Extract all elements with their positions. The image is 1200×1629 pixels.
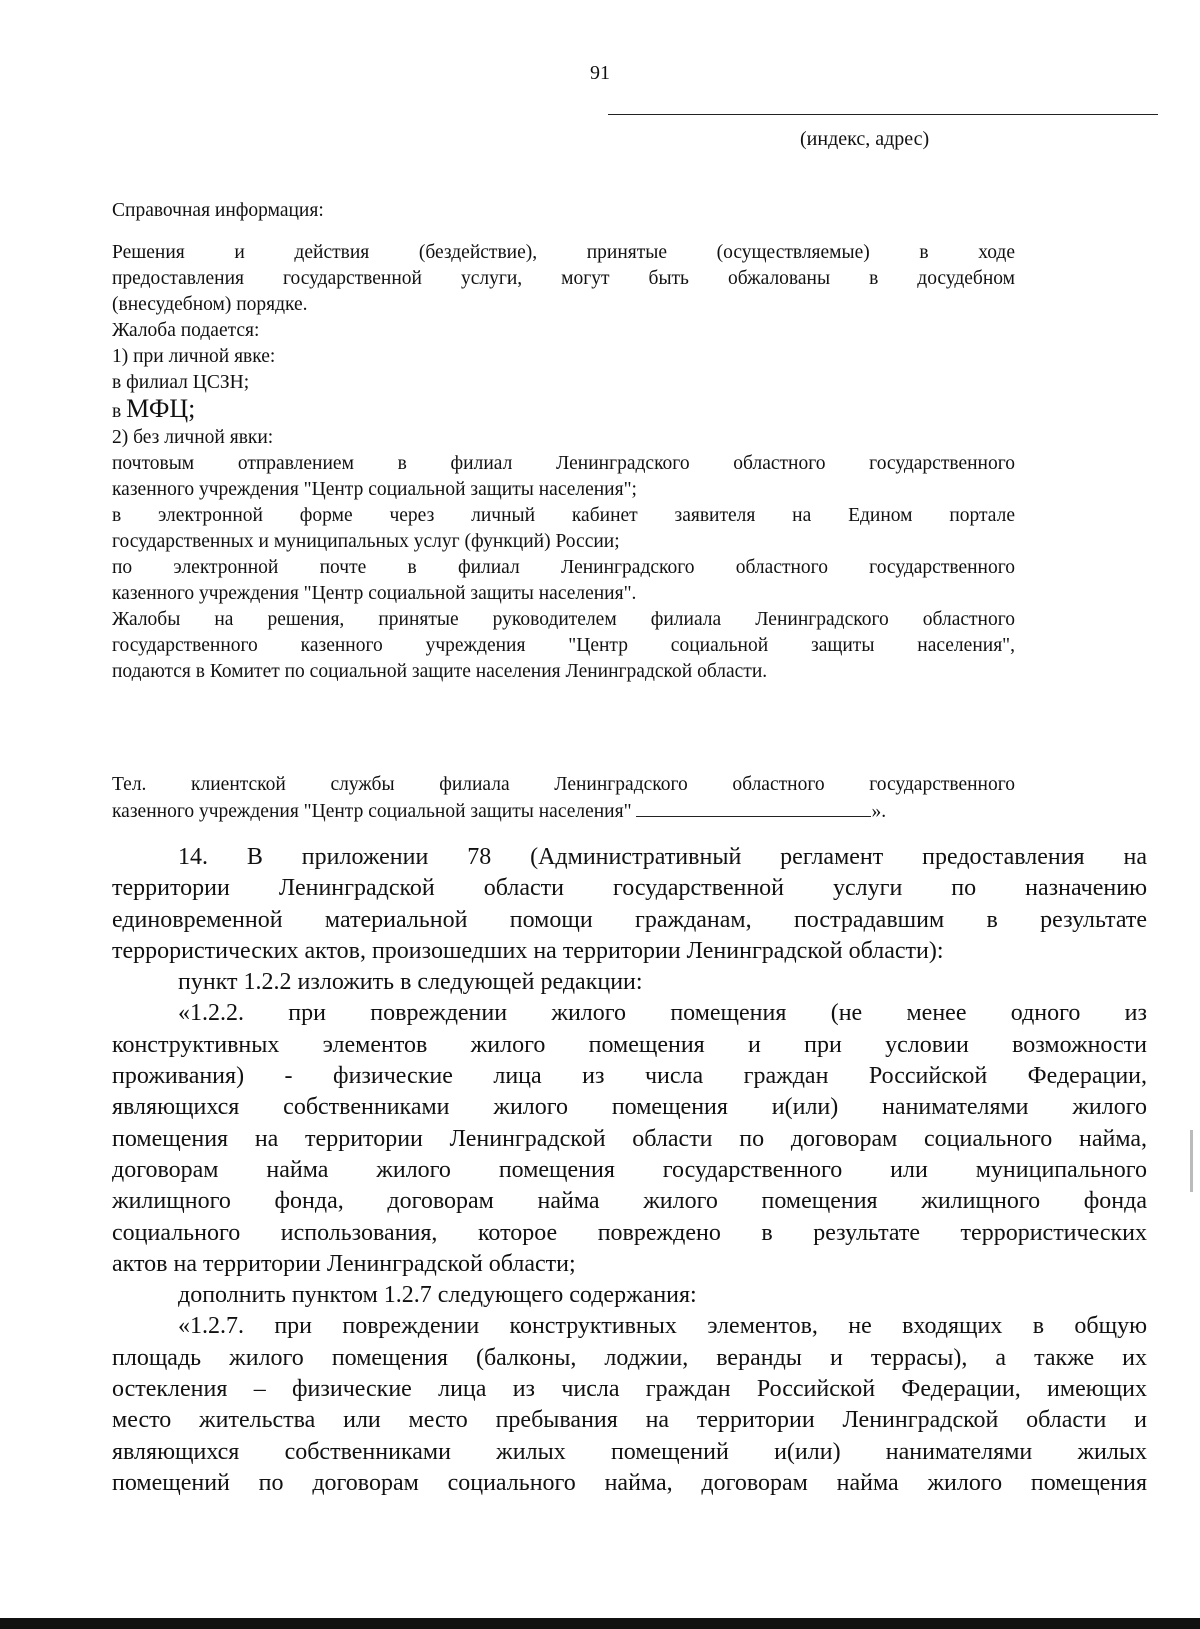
- main-line: площадь жилого помещения (балконы, лоджии, веранды и террасы), а также их: [112, 1344, 1147, 1371]
- main-line: жилищного фонда, договорам найма жилого помещения жилищного фонда: [112, 1188, 1147, 1215]
- paragraph-instruction-1: [112, 967, 1147, 998]
- main-line: конструктивных элементов жилого помещения и при условии возможности: [112, 1031, 1147, 1058]
- main-line: место жительства или место пребывания на территории Ленинградской области и: [112, 1407, 1147, 1434]
- head-complaint-line: подаются в Комитет по социальной защите населения Ленинградской области.: [112, 661, 768, 682]
- remote-label: 2) без личной явки:: [112, 427, 274, 448]
- paragraph-1-2-7: [112, 1311, 1147, 1499]
- main-line: являющихся собственниками жилого помещения и(или) нанимателями жилого: [112, 1094, 1147, 1121]
- main-text: [112, 842, 1147, 1499]
- main-line: единовременной материальной помощи гражданам, пострадавшим в результате: [112, 906, 1147, 933]
- remote-item-line: казенного учреждения "Центр социальной защиты населения";: [112, 479, 637, 500]
- remote-item-line: почтовым отправлением в филиал Ленинградского областного государственного: [112, 453, 1015, 474]
- complaint-intro: Жалоба подается:: [112, 320, 260, 341]
- main-line: пункт 1.2.2 изложить в следующей редакции:: [178, 969, 643, 996]
- main-line: договорам найма жилого помещения государственного или муниципального: [112, 1156, 1147, 1183]
- appeal-line: (внесудебном) порядке.: [112, 294, 308, 315]
- phone-block: [112, 772, 1015, 825]
- remote-item-line: по электронной почте в филиал Ленинградского областного государственного: [112, 557, 1015, 578]
- main-line: 14. В приложении 78 (Административный регламент предоставления на: [178, 844, 1147, 870]
- main-line: являющихся собственниками жилых помещений и(или) нанимателями жилых: [112, 1438, 1147, 1465]
- main-line: помещений по договорам социального найма, договорам найма жилого помещения: [112, 1469, 1147, 1496]
- phone-line: [112, 798, 1015, 825]
- scan-bottom-edge: [0, 1618, 1200, 1629]
- main-line: социального использования, которое повреждено в результате террористических: [112, 1219, 1147, 1246]
- paragraph-instruction-2: [112, 1280, 1147, 1311]
- main-line: дополнить пунктом 1.2.7 следующего содержания:: [178, 1282, 697, 1309]
- page-number: 91: [590, 62, 610, 84]
- main-line: террористических актов, произошедших на территории Ленинградской области):: [112, 937, 944, 964]
- scan-margin-mark: [1190, 1130, 1193, 1192]
- in-person-item: в филиал ЦСЗН;: [112, 372, 250, 393]
- remote-item-line: государственных и муниципальных услуг (функций) России;: [112, 531, 620, 552]
- appeal-block: [112, 240, 1015, 685]
- in-person-label: 1) при личной явке:: [112, 346, 276, 367]
- remote-item-line: в электронной форме через личный кабинет заявителя на Едином портале: [112, 505, 1015, 526]
- main-line: территории Ленинградской области государственной услуги по назначению: [112, 875, 1147, 902]
- remote-item-line: казенного учреждения "Центр социальной защиты населения".: [112, 583, 637, 604]
- phone-line-text: казенного учреждения "Центр социальной защиты населения": [112, 801, 632, 822]
- main-line: проживания) - физические лица из числа граждан Российской Федерации,: [112, 1063, 1147, 1090]
- main-line: «1.2.2. при повреждении жилого помещения (не менее одного из: [178, 1000, 1147, 1027]
- phone-line-end: ».: [871, 801, 887, 822]
- in-person-item-prefix: в: [112, 401, 122, 422]
- head-complaint-line: государственного казенного учреждения "Центр социальной защиты населения",: [112, 635, 1015, 656]
- in-person-item: [112, 396, 1015, 425]
- paragraph-1-2-2: [112, 998, 1147, 1280]
- appeal-line: предоставления государственной услуги, могут быть обжалованы в досудебном: [112, 268, 1015, 289]
- main-line: остекления – физические лица из числа граждан Российской Федерации, имеющих: [112, 1376, 1147, 1403]
- main-line: помещения на территории Ленинградской области по договорам социального найма,: [112, 1125, 1147, 1152]
- main-line: актов на территории Ленинградской области;: [112, 1250, 576, 1277]
- appeal-line: Решения и действия (бездействие), принятые (осуществляемые) в ходе: [112, 242, 1015, 263]
- phone-blank: [636, 798, 871, 817]
- address-underline: [608, 114, 1158, 115]
- paragraph-14: [112, 842, 1147, 967]
- head-complaint-line: Жалобы на решения, принятые руководителем филиала Ленинградского областного: [112, 609, 1015, 630]
- main-line: «1.2.7. при повреждении конструктивных элементов, не входящих в общую: [178, 1313, 1147, 1340]
- phone-line: Тел. клиентской службы филиала Ленинградского областного государственного: [112, 774, 1015, 795]
- mfc-name: МФЦ;: [126, 394, 196, 423]
- reference-heading: Справочная информация:: [112, 200, 324, 221]
- address-caption: (индекс, адрес): [800, 128, 930, 150]
